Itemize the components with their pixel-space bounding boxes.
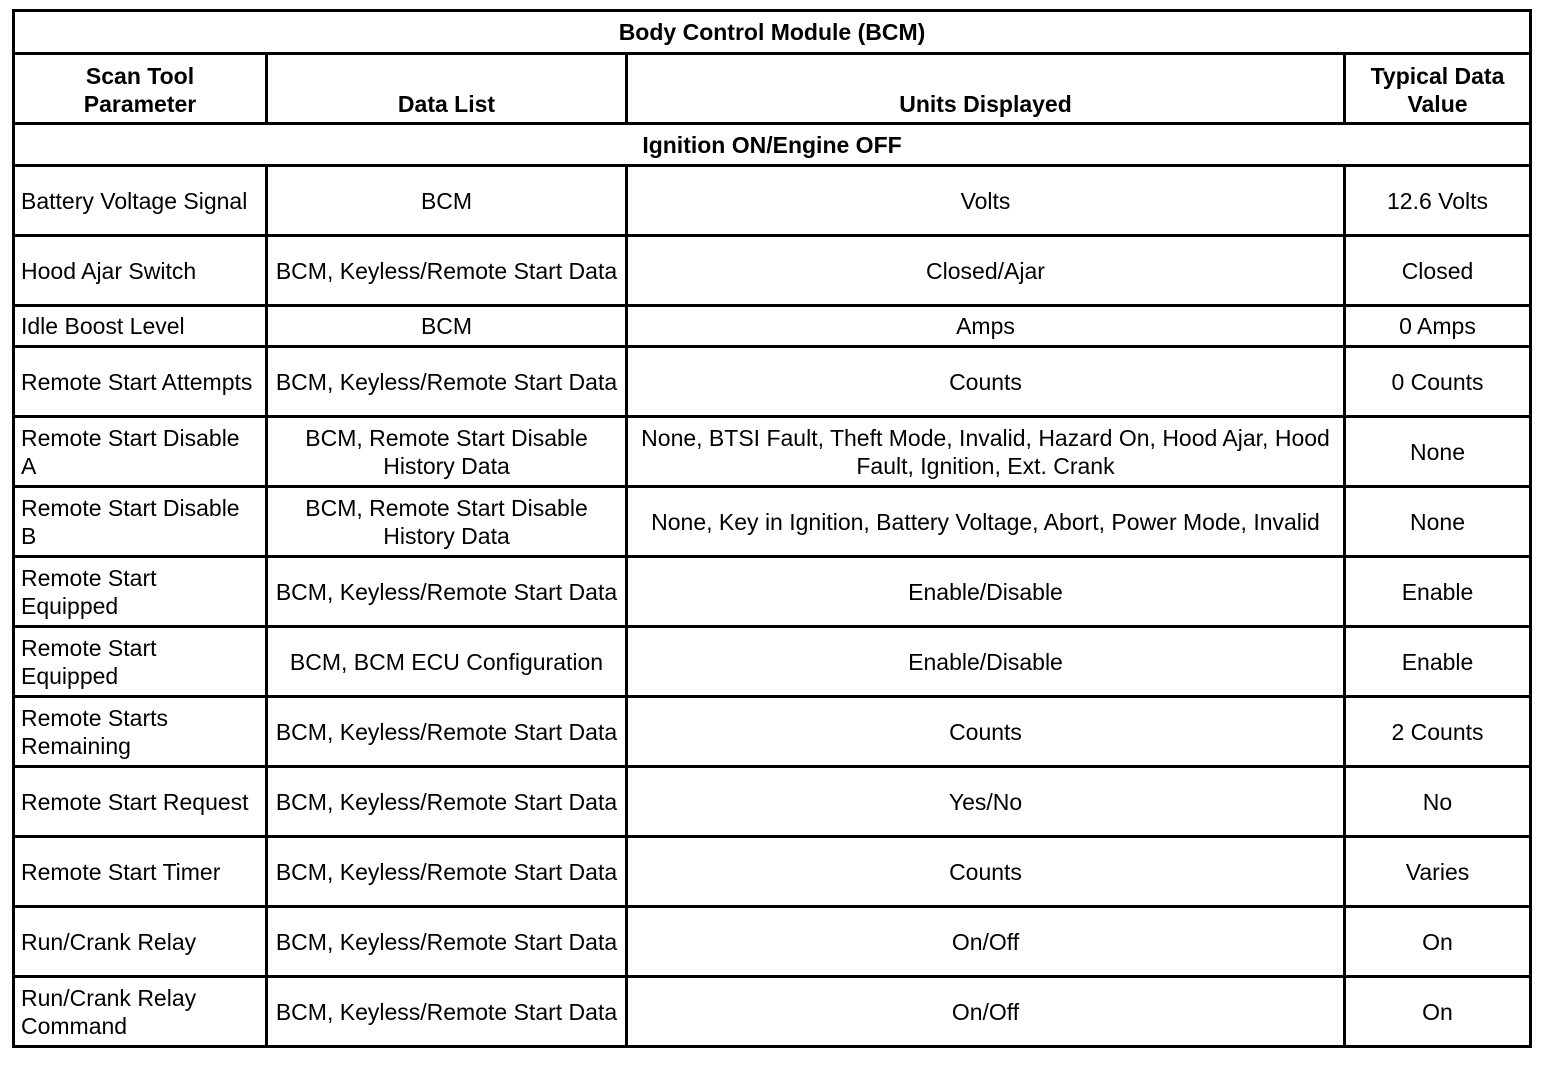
- header-typical-line2: Value: [1407, 91, 1468, 117]
- header-scan-tool-parameter: [14, 54, 267, 124]
- cell-data-list: BCM, Keyless/Remote Start Data: [267, 837, 627, 907]
- column-header-row: [14, 54, 1531, 124]
- header-parameter-line1: Scan Tool: [85, 63, 195, 89]
- cell-typical-value: 0 Amps: [1345, 306, 1531, 347]
- header-typical-data-value: [1345, 54, 1531, 124]
- cell-parameter: Run/Crank Relay: [14, 907, 267, 977]
- table-row: [14, 907, 1531, 977]
- cell-units: Closed/Ajar: [627, 236, 1345, 306]
- cell-parameter: Hood Ajar Switch: [14, 236, 267, 306]
- cell-typical-value: Varies: [1345, 837, 1531, 907]
- cell-data-list: BCM, Keyless/Remote Start Data: [267, 907, 627, 977]
- cell-parameter: Remote Start Equipped: [14, 557, 267, 627]
- cell-typical-value: Enable: [1345, 627, 1531, 697]
- cell-units: None, BTSI Fault, Theft Mode, Invalid, Hazard On, Hood Ajar, Hood Fault, Ignition, Ext. Crank: [627, 417, 1345, 487]
- bcm-data-table: [12, 9, 1532, 1048]
- table-title: Body Control Module (BCM): [14, 11, 1531, 54]
- table-row: [14, 977, 1531, 1047]
- cell-typical-value: None: [1345, 487, 1531, 557]
- cell-units: On/Off: [627, 977, 1345, 1047]
- table-row: [14, 697, 1531, 767]
- table-row: [14, 236, 1531, 306]
- cell-units: Counts: [627, 347, 1345, 417]
- cell-data-list: BCM, Keyless/Remote Start Data: [267, 557, 627, 627]
- table-row: [14, 166, 1531, 236]
- header-parameter-line2: Parameter: [83, 91, 197, 117]
- cell-typical-value: 0 Counts: [1345, 347, 1531, 417]
- cell-data-list: BCM: [267, 166, 627, 236]
- section-title: Ignition ON/Engine OFF: [14, 124, 1531, 166]
- cell-parameter: Remote Start Disable A: [14, 417, 267, 487]
- cell-typical-value: None: [1345, 417, 1531, 487]
- cell-data-list: BCM, Keyless/Remote Start Data: [267, 236, 627, 306]
- cell-units: On/Off: [627, 907, 1345, 977]
- cell-typical-value: No: [1345, 767, 1531, 837]
- cell-typical-value: On: [1345, 907, 1531, 977]
- cell-parameter: Run/Crank Relay Command: [14, 977, 267, 1047]
- table-row: [14, 557, 1531, 627]
- cell-parameter: Remote Start Request: [14, 767, 267, 837]
- cell-typical-value: 2 Counts: [1345, 697, 1531, 767]
- cell-typical-value: 12.6 Volts: [1345, 166, 1531, 236]
- cell-data-list: BCM, BCM ECU Configuration: [267, 627, 627, 697]
- cell-typical-value: Closed: [1345, 236, 1531, 306]
- section-row: [14, 124, 1531, 166]
- table-row: [14, 627, 1531, 697]
- table-row: [14, 306, 1531, 347]
- cell-parameter: Remote Start Equipped: [14, 627, 267, 697]
- cell-data-list: BCM, Remote Start Disable History Data: [267, 487, 627, 557]
- cell-units: None, Key in Ignition, Battery Voltage, Abort, Power Mode, Invalid: [627, 487, 1345, 557]
- cell-data-list: BCM, Keyless/Remote Start Data: [267, 767, 627, 837]
- cell-units: Counts: [627, 697, 1345, 767]
- cell-data-list: BCM, Keyless/Remote Start Data: [267, 697, 627, 767]
- cell-typical-value: Enable: [1345, 557, 1531, 627]
- cell-units: Enable/Disable: [627, 627, 1345, 697]
- cell-parameter: Remote Start Timer: [14, 837, 267, 907]
- table-row: [14, 767, 1531, 837]
- cell-data-list: BCM, Remote Start Disable History Data: [267, 417, 627, 487]
- cell-parameter: Remote Starts Remaining: [14, 697, 267, 767]
- cell-units: Counts: [627, 837, 1345, 907]
- cell-units: Volts: [627, 166, 1345, 236]
- cell-data-list: BCM, Keyless/Remote Start Data: [267, 347, 627, 417]
- header-units-displayed: Units Displayed: [627, 54, 1345, 124]
- cell-data-list: BCM, Keyless/Remote Start Data: [267, 977, 627, 1047]
- cell-units: Enable/Disable: [627, 557, 1345, 627]
- cell-units: Amps: [627, 306, 1345, 347]
- table-title-row: [14, 11, 1531, 54]
- cell-parameter: Remote Start Disable B: [14, 487, 267, 557]
- cell-typical-value: On: [1345, 977, 1531, 1047]
- cell-data-list: BCM: [267, 306, 627, 347]
- table-row: [14, 347, 1531, 417]
- cell-parameter: Remote Start Attempts: [14, 347, 267, 417]
- table-row: [14, 417, 1531, 487]
- cell-units: Yes/No: [627, 767, 1345, 837]
- cell-parameter: Battery Voltage Signal: [14, 166, 267, 236]
- cell-parameter: Idle Boost Level: [14, 306, 267, 347]
- header-data-list: Data List: [267, 54, 627, 124]
- table-row: [14, 487, 1531, 557]
- header-typical-line1: Typical Data: [1370, 63, 1505, 89]
- table-row: [14, 837, 1531, 907]
